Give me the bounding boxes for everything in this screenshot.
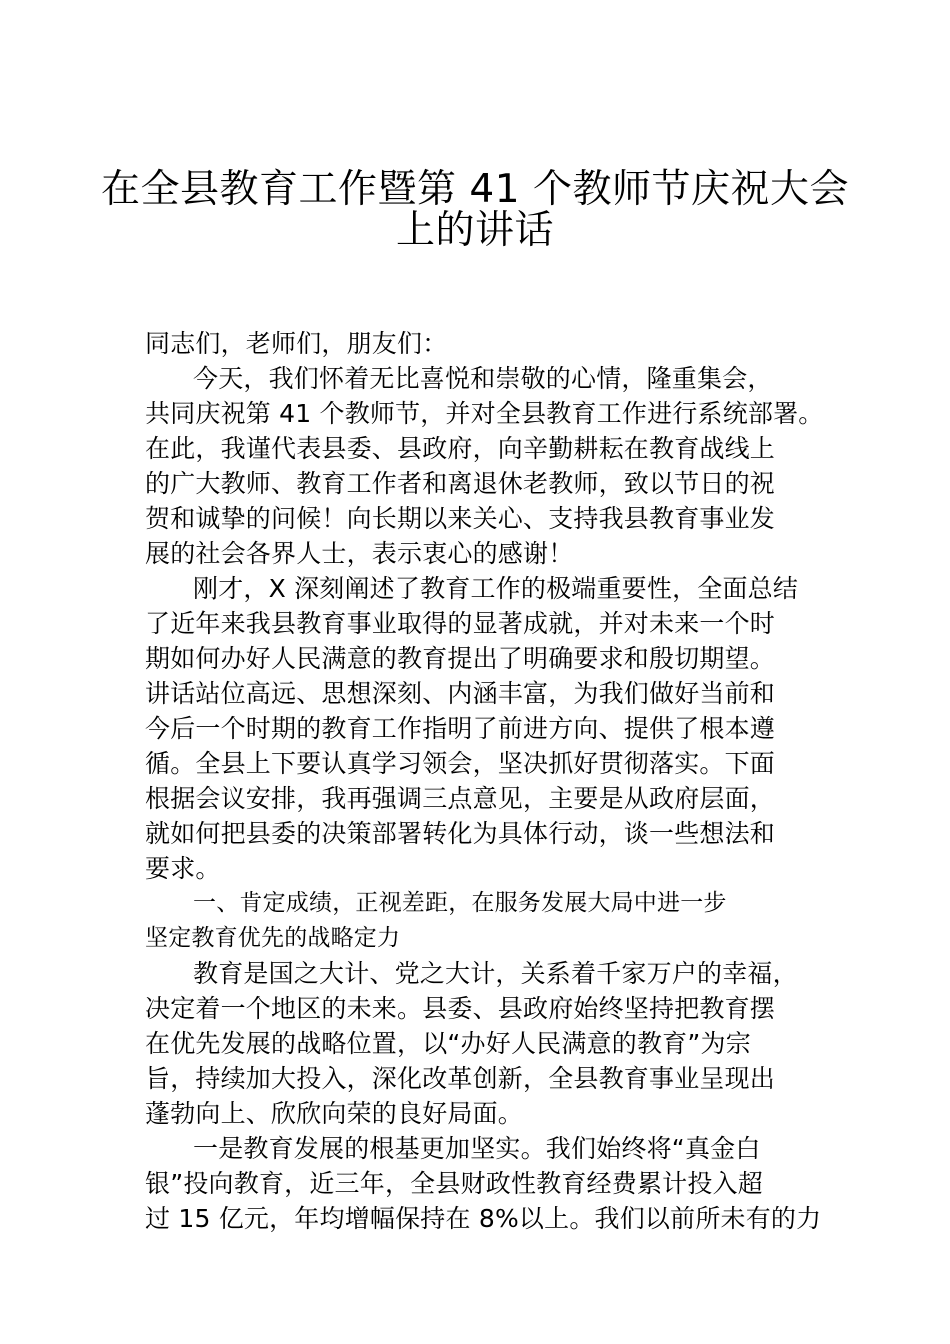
paragraph-line: 今天，我们怀着无比喜悦和崇敬的心情，隆重集会， bbox=[193, 364, 773, 393]
paragraph-remarks bbox=[145, 571, 825, 886]
paragraph-line: 一是教育发展的根基更加坚实。我们始终将“真金白 bbox=[193, 1134, 761, 1163]
paragraph-line: 共同庆祝第 41 个教师节，并对全县教育工作进行系统部署。 bbox=[145, 399, 824, 428]
paragraph-line: 要求。 bbox=[145, 854, 221, 883]
salutation: 同志们，老师们，朋友们： bbox=[145, 329, 448, 358]
paragraph-foundation bbox=[145, 1131, 825, 1236]
paragraph-line: 讲话站位高远、思想深刻、内涵丰富，为我们做好当前和 bbox=[145, 679, 776, 708]
paragraph-line: 在此，我谨代表县委、县政府，向辛勤耕耘在教育战线上 bbox=[145, 434, 776, 463]
paragraph-line: 贺和诚挚的问候！向长期以来关心、支持我县教育事业发 bbox=[145, 504, 776, 533]
paragraph-line: 决定着一个地区的未来。县委、县政府始终坚持把教育摆 bbox=[145, 994, 776, 1023]
paragraph-line: 今后一个时期的教育工作指明了前进方向、提供了根本遵 bbox=[145, 714, 776, 743]
paragraph-line: 蓬勃向上、欣欣向荣的良好局面。 bbox=[145, 1099, 524, 1128]
document-title-line-1: 在全县教育工作暨第 41 个教师节庆祝大会 bbox=[101, 167, 849, 212]
paragraph-line: 展的社会各界人士，表示衷心的感谢！ bbox=[145, 539, 574, 568]
section-heading-line: 一、肯定成绩，正视差距，在服务发展大局中进一步 bbox=[193, 890, 727, 916]
paragraph-line: 过 15 亿元，年均增幅保持在 8%以上。我们以前所未有的力 bbox=[145, 1204, 822, 1233]
paragraph-line: 刚才，X 深刻阐述了教育工作的极端重要性，全面总结 bbox=[193, 574, 799, 603]
paragraph-line: 了近年来我县教育事业取得的显著成就，并对未来一个时 bbox=[145, 609, 776, 638]
section-heading-1 bbox=[145, 886, 825, 956]
paragraph-line: 教育是国之大计、党之大计，关系着千家万户的幸福， bbox=[193, 959, 798, 988]
paragraph-line: 循。全县上下要认真学习领会，坚决抓好贯彻落实。下面 bbox=[145, 749, 776, 778]
paragraph-line: 的广大教师、教育工作者和离退休老教师，致以节日的祝 bbox=[145, 469, 776, 498]
paragraph-line: 根据会议安排，我再强调三点意见，主要是从政府层面， bbox=[145, 784, 776, 813]
paragraph-opening bbox=[145, 361, 825, 571]
paragraph-line: 银”投向教育，近三年，全县财政性教育经费累计投入超 bbox=[145, 1169, 763, 1198]
paragraph-line: 在优先发展的战略位置，以“办好人民满意的教育”为宗 bbox=[145, 1029, 751, 1058]
document-body bbox=[145, 326, 825, 1236]
document-title-line-2: 上的讲话 bbox=[395, 208, 554, 253]
paragraph-line: 期如何办好人民满意的教育提出了明确要求和殷切期望。 bbox=[145, 644, 776, 673]
paragraph-line: 就如何把县委的决策部署转化为具体行动，谈一些想法和 bbox=[145, 819, 776, 848]
paragraph-education-importance bbox=[145, 956, 825, 1131]
paragraph-line: 旨，持续加大投入，深化改革创新，全县教育事业呈现出 bbox=[145, 1064, 776, 1093]
section-heading-line: 坚定教育优先的战略定力 bbox=[145, 925, 401, 951]
